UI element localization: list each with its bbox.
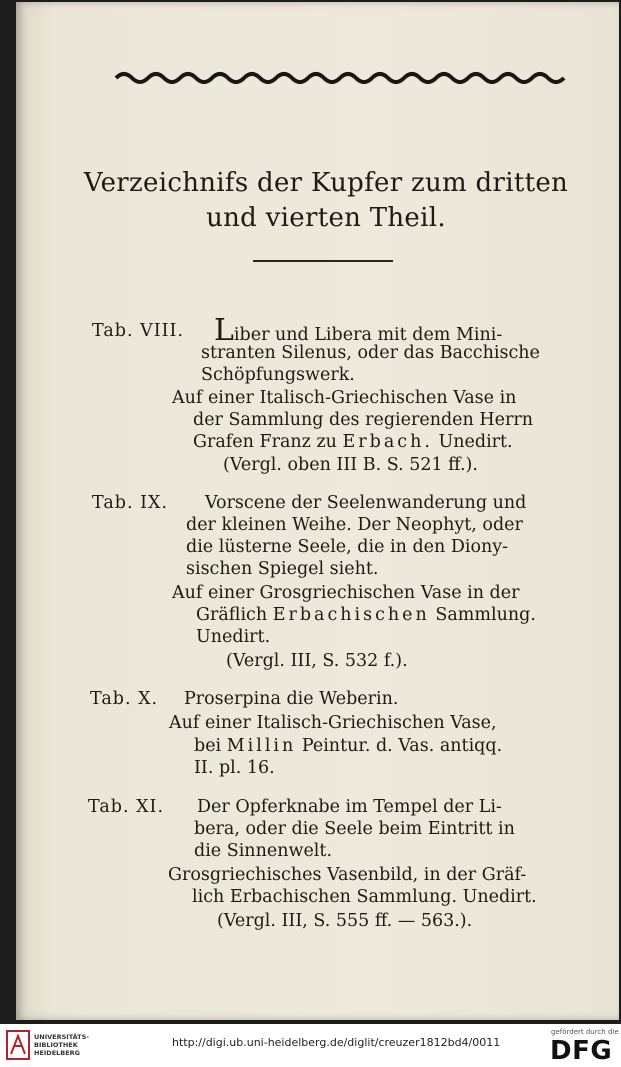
entry-xi-line-5: lich Erbachischen Sammlung. Unedirt.	[192, 887, 537, 907]
entry-ix-line-7: Unedirt.	[196, 627, 271, 647]
entry-viii-line-1: Liber und Libera mit dem Mini-	[214, 313, 503, 348]
drop-initial: L	[214, 313, 234, 348]
entry-xi-reference: (Vergl. III, S. 555 ff. — 563.).	[217, 911, 473, 931]
title-line-2: und vierten Theil.	[206, 203, 446, 233]
title-divider	[253, 260, 393, 262]
entry-viii-line-6: Grafen Franz zu Erbach. Unedirt.	[193, 432, 513, 452]
ornamental-border	[114, 70, 566, 86]
tab-label-viii: Tab. VIII.	[92, 321, 185, 341]
library-logo-text[interactable]: UNIVERSITÄTS- BIBLIOTHEK HEIDELBERG	[34, 1033, 89, 1057]
tab-label-x: Tab. X.	[90, 689, 159, 709]
entry-x-line-1: Proserpina die Weberin.	[184, 689, 399, 709]
entry-xi-line-3: die Sinnenwelt.	[194, 841, 333, 861]
viewer-footer	[0, 1024, 621, 1067]
entry-viii-line-2: stranten Silenus, oder das Bacchische	[201, 343, 540, 363]
entry-xi-line-2: bera, oder die Seele beim Eintritt in	[194, 819, 515, 839]
entry-xi-line-1: Der Opferknabe im Tempel der Li-	[197, 797, 502, 817]
funded-by-label: gefördert durch die	[551, 1028, 619, 1036]
book-page	[16, 2, 619, 1020]
entry-xi-line-4: Grosgriechisches Vasenbild, in der Gräf-	[168, 865, 527, 885]
entry-x-line-4: II. pl. 16.	[194, 758, 275, 778]
title-line-1: Verzeichnifs der Kupfer zum dritten	[83, 168, 569, 198]
entry-viii-line-4: Auf einer Italisch-Griechischen Vase in	[172, 388, 517, 408]
entry-viii-line-3: Schöpfungswerk.	[201, 365, 355, 385]
dfg-logo[interactable]: DFG	[550, 1036, 613, 1066]
entry-ix-line-2: der kleinen Weihe. Der Neophyt, oder	[186, 515, 523, 535]
library-logo-icon[interactable]	[6, 1030, 30, 1060]
entry-x-line-2: Auf einer Italisch-Griechischen Vase,	[169, 713, 497, 733]
entry-ix-line-5: Auf einer Grosgriechischen Vase in der	[172, 583, 520, 603]
entry-ix-line-1: Vorscene der Seelenwanderung und	[205, 493, 527, 513]
permalink-url[interactable]: http://digi.ub.uni-heidelberg.de/diglit/creuzer1812bd4/0011	[172, 1036, 501, 1049]
entry-ix-line-4: sischen Spiegel sieht.	[186, 559, 379, 579]
entry-ix-line-3: die lüsterne Seele, die in den Diony-	[186, 537, 509, 557]
entry-x-line-3: bei Millin Peintur. d. Vas. antiqq.	[194, 736, 503, 756]
tab-label-ix: Tab. IX.	[92, 493, 169, 513]
entry-viii-line-5: der Sammlung des regierenden Herrn	[193, 410, 533, 430]
entry-ix-line-6: Gräflich Erbachischen Sammlung.	[196, 605, 536, 625]
tab-label-xi: Tab. XI.	[88, 797, 165, 817]
entry-ix-reference: (Vergl. III, S. 532 f.).	[226, 651, 408, 671]
entry-viii-reference: (Vergl. oben III B. S. 521 ff.).	[223, 455, 478, 475]
